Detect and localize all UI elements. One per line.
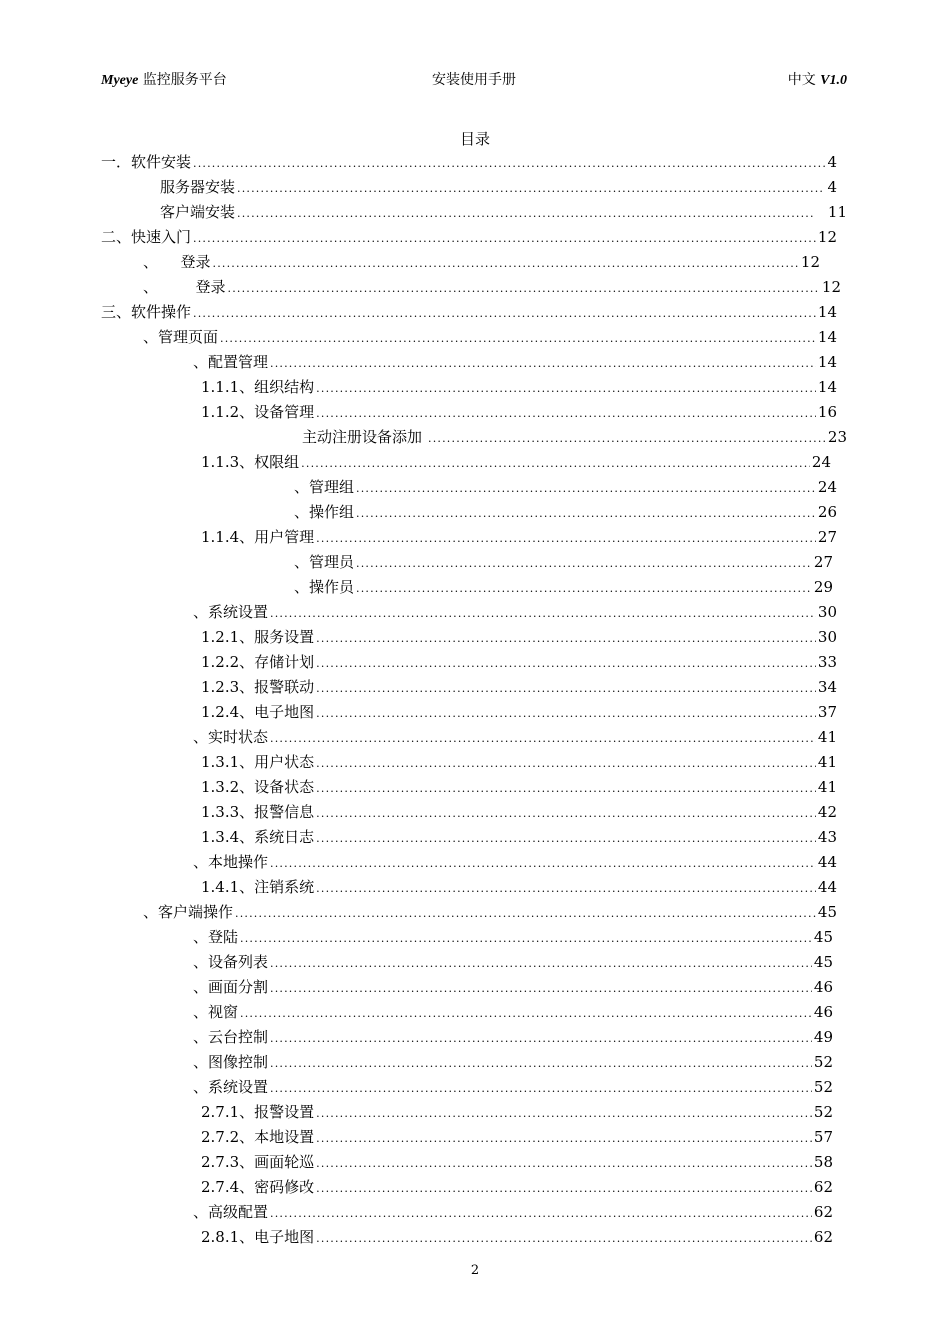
toc-entry-label: 、设备列表 [193,953,269,971]
header-version [788,69,847,89]
toc-entry-label: 1.1.1、组织结构 [201,378,315,396]
toc-leader [270,352,816,376]
toc-entry-page: 14 [817,353,837,371]
toc-entry[interactable] [201,625,837,649]
toc-leader [270,602,816,626]
toc-entry[interactable] [201,1125,833,1149]
toc-entry-label: 1.2.1、服务设置 [201,628,315,646]
toc-entry[interactable] [193,850,837,874]
toc-entry[interactable] [143,275,841,299]
toc-entry-label: 、高级配置 [193,1203,269,1221]
toc-entry[interactable] [201,450,831,474]
toc-entry-page: 52 [813,1053,833,1071]
toc-entry-page: 43 [817,828,837,846]
toc-entry-page: 46 [813,1003,833,1021]
toc-entry-label: 1.3.1、用户状态 [201,753,315,771]
toc-entry[interactable] [193,975,833,999]
toc-title: 目录 [459,130,490,148]
toc-leader [316,802,816,826]
toc-entry-page: 34 [817,678,837,696]
toc-entry[interactable] [201,750,837,774]
toc-leader [270,1202,812,1226]
toc-leader [316,527,816,551]
toc-entry[interactable] [201,1100,833,1124]
toc-entry-page: 11 [827,203,847,221]
toc-entry-page: 14 [817,378,837,396]
toc-entry-label: 、操作组 [294,503,355,521]
toc-entry-label: 2.7.3、画面轮巡 [201,1153,315,1171]
toc-entry-page: 49 [813,1028,833,1046]
toc-entry-label: 、 登录 [143,278,226,296]
toc-entry-label: 二、快速入门 [101,228,192,246]
page-header [0,69,950,91]
toc-entry-page: 27 [813,553,833,571]
toc-entry-label: 1.3.3、报警信息 [201,803,315,821]
toc-entry-label: 2.8.1、电子地图 [201,1228,315,1246]
toc-entry-page: 45 [813,928,833,946]
toc-entry[interactable] [193,350,837,374]
toc-entry-page: 29 [813,578,833,596]
toc-entry-label: 客户端安装 [160,203,236,221]
toc-entry-page: 23 [827,428,847,446]
toc-entry[interactable] [294,550,833,574]
toc-leader [270,1077,812,1101]
toc-leader [193,227,816,251]
toc-leader [228,277,820,301]
toc-leader [193,152,825,176]
toc-leader [316,1152,812,1176]
toc-entry[interactable] [201,375,837,399]
toc-leader [316,402,816,426]
header-lang: 中文 [787,72,821,88]
toc-entry[interactable] [201,400,837,424]
toc-entry[interactable] [201,1150,833,1174]
toc-entry-page: 46 [813,978,833,996]
toc-entry-label: 1.2.2、存储计划 [201,653,315,671]
toc-entry-label: 1.2.3、报警联动 [201,678,315,696]
toc-entry-page: 62 [813,1203,833,1221]
toc-entry-label: 1.3.2、设备状态 [201,778,315,796]
toc-entry-page: 52 [813,1078,833,1096]
toc-entry[interactable] [201,775,837,799]
toc-leader [356,477,816,501]
toc-entry[interactable] [143,250,820,274]
toc-entry-label: 、云台控制 [193,1028,269,1046]
toc-entry-page: 12 [817,228,837,246]
toc-entry-page: 44 [817,853,837,871]
header-brand: Myeye [101,73,139,88]
toc-leader [316,777,816,801]
toc-entry-label: 、系统设置 [193,603,269,621]
header-doc-title: 安装使用手册 [432,72,516,88]
toc-entry-label: 、管理员 [294,553,355,571]
page-number: 2 [470,1263,480,1278]
toc-leader [270,852,816,876]
toc-leader [270,1052,812,1076]
toc-entry[interactable] [201,700,837,724]
toc-entry-label: 2.7.2、本地设置 [201,1128,315,1146]
toc-entry[interactable] [294,575,833,599]
toc-entry-label: 1.4.1、注销系统 [201,878,315,896]
toc-entry-label: 2.7.4、密码修改 [201,1178,315,1196]
toc-entry-page: 52 [813,1103,833,1121]
toc-leader [316,652,816,676]
toc-entry[interactable] [143,900,837,924]
toc-entry-label: 1.1.2、设备管理 [201,403,315,421]
toc-entry-page: 62 [813,1178,833,1196]
toc-entry-label: 一．软件安装 [101,153,192,171]
toc-entry[interactable] [294,500,837,524]
toc-entry-page: 41 [817,753,837,771]
toc-entry-label: 、管理页面 [143,328,219,346]
toc-entry-label: 、配置管理 [193,353,269,371]
toc-entry[interactable] [193,925,833,949]
toc-entry[interactable] [201,1225,833,1249]
toc-leader [213,252,799,276]
toc-entry-label: 主动注册设备添加 [302,428,423,446]
toc-entry-page: 37 [817,703,837,721]
toc-entry-page: 45 [813,953,833,971]
toc-leader [316,1127,812,1151]
toc-leader [356,552,812,576]
toc-entry[interactable] [101,150,837,174]
toc-entry-page: 41 [817,728,837,746]
toc-leader [270,952,812,976]
toc-entry-page: 27 [817,528,837,546]
toc-entry[interactable] [201,650,837,674]
toc-entry-label: 1.1.4、用户管理 [201,528,315,546]
toc-entry[interactable] [201,825,837,849]
toc-entry-page: 41 [817,778,837,796]
header-platform [101,69,227,89]
toc-leader [356,577,812,601]
toc-entry[interactable] [201,875,837,899]
toc-leader [237,177,825,201]
toc-leader [356,502,816,526]
toc-entry[interactable] [294,475,837,499]
toc-leader [193,302,816,326]
toc-entry-page: 30 [817,603,837,621]
toc-leader [270,977,812,1001]
toc-entry-page: 45 [817,903,837,921]
toc-entry-label: 、客户端操作 [143,903,234,921]
toc-leader [220,327,816,351]
toc-entry[interactable] [101,300,837,324]
toc-entry-label: 1.3.4、系统日志 [201,828,315,846]
toc-entry-page: 12 [821,278,841,296]
toc-entry[interactable] [193,1000,833,1024]
toc-leader [270,727,816,751]
toc-entry-page: 33 [817,653,837,671]
header-version-number: V1.0 [820,73,847,88]
toc-entry[interactable] [201,1175,833,1199]
toc-entry-page: 14 [817,328,837,346]
toc-entry[interactable] [101,225,837,249]
toc-entry[interactable] [193,1200,833,1224]
toc-entry[interactable] [193,725,837,749]
toc-leader [240,1002,812,1026]
toc-entry-page: 44 [817,878,837,896]
toc-entry-page: 24 [817,478,837,496]
toc-entry[interactable] [193,1025,833,1049]
toc-entry-label: 、登陆 [193,928,239,946]
toc-leader [316,827,816,851]
toc-entry-page: 62 [813,1228,833,1246]
toc-entry[interactable] [201,675,837,699]
toc-entry[interactable] [302,425,847,449]
toc-leader [316,877,816,901]
toc-entry[interactable] [201,800,837,824]
toc-leader [316,1177,812,1201]
toc-entry-page: 14 [817,303,837,321]
toc-entry[interactable] [193,1050,833,1074]
toc-entry-label: 、实时状态 [193,728,269,746]
toc-entry-label: 、操作员 [294,578,355,596]
toc-entry[interactable] [193,1075,833,1099]
toc-entry-label: 1.2.4、电子地图 [201,703,315,721]
toc-entry-page: 24 [811,453,831,471]
toc-leader [301,452,810,476]
toc-entry-page: 12 [800,253,820,271]
toc-entry[interactable] [201,525,837,549]
toc-entry-label: 、本地操作 [193,853,269,871]
toc-leader [316,1227,812,1251]
header-platform-text: 监控服务平台 [138,72,227,88]
toc-leader [316,702,816,726]
toc-entry-label: 、 登录 [143,253,211,271]
toc-entry-page: 42 [817,803,837,821]
toc-entry-label: 、系统设置 [193,1078,269,1096]
toc-leader [316,627,816,651]
toc-entry-page: 16 [817,403,837,421]
toc-leader [237,202,814,226]
toc-leader [270,1027,812,1051]
toc-entry-page: 26 [817,503,837,521]
toc-entry-label: 三、软件操作 [101,303,192,321]
toc-entry-label: 、管理组 [294,478,355,496]
toc-entry[interactable] [193,600,837,624]
toc-entry-label: 服务器安装 [160,178,236,196]
toc-entry-label: 、图像控制 [193,1053,269,1071]
toc-entry-page: 4 [827,178,837,196]
toc-leader [240,927,812,951]
toc-leader [316,1102,812,1126]
toc-leader [316,752,816,776]
toc-entry-page: 30 [817,628,837,646]
toc-entry-label: 1.1.3、权限组 [201,453,300,471]
toc-leader [428,427,826,451]
toc-leader [235,902,816,926]
toc-leader [316,377,816,401]
toc-entry-label: 、画面分割 [193,978,269,996]
toc-leader [316,677,816,701]
toc-entry-label: 2.7.1、报警设置 [201,1103,315,1121]
toc-entry-page: 57 [813,1128,833,1146]
toc-entry[interactable] [160,200,847,224]
toc-entry-page: 58 [813,1153,833,1171]
toc-entry[interactable] [143,325,837,349]
toc-entry[interactable] [160,175,837,199]
toc-entry[interactable] [193,950,833,974]
toc-entry-page: 4 [827,153,837,171]
toc-entry-label: 、视窗 [193,1003,239,1021]
